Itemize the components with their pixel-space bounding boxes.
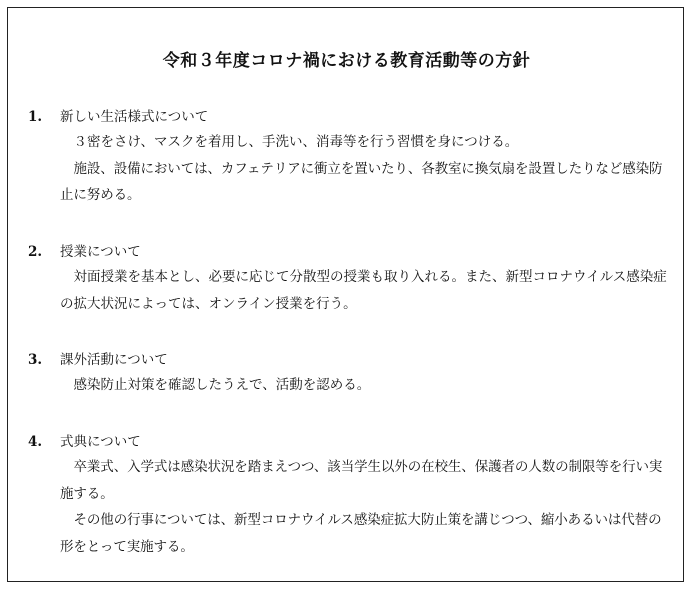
section-ceremonies	[28, 430, 668, 560]
section-paragraph: 対面授業を基本とし、必要に応じて分散型の授業も取り入れる。また、新型コロナウイルス感染症の拡大状況によっては、オンライン授業を行う。	[60, 269, 667, 312]
section-number: 4.	[28, 434, 43, 450]
section-heading	[28, 240, 668, 264]
section-number: 1.	[28, 109, 43, 125]
section-extracurricular	[28, 348, 668, 399]
section-paragraph: 感染防止対策を確認したうえで、活動を認める。	[73, 377, 371, 393]
section-paragraph: ３密をさけ、マスクを着用し、手洗い、消毒等を行う習慣を身につける。	[73, 134, 519, 150]
section-heading	[28, 105, 668, 129]
section-title: 新しい生活様式について	[60, 109, 209, 125]
section-classes	[28, 240, 668, 317]
page-title: 令和３年度コロナ禍における教育活動等の方針	[162, 51, 531, 71]
section-heading	[28, 430, 668, 454]
section-number: 3.	[28, 352, 43, 368]
section-title: 式典について	[60, 434, 141, 450]
document-frame	[7, 7, 684, 582]
section-paragraph: 施設、設備においては、カフェテリアに衝立を置いたり、各教室に換気扇を設置したりなど感染防止に努める。	[60, 160, 663, 203]
section-title: 課外活動について	[60, 352, 168, 368]
section-number: 2.	[28, 244, 43, 260]
section-heading	[28, 348, 668, 372]
section-paragraph: 卒業式、入学式は感染状況を踏まえつつ、該当学生以外の在校生、保護者の人数の制限等を行い実施する。	[60, 459, 663, 502]
section-paragraph: その他の行事については、新型コロナウイルス感染症拡大防止策を講じつつ、縮小あるいは代替の形をとって実施する。	[60, 512, 662, 555]
section-new-lifestyle	[28, 105, 668, 209]
section-title: 授業について	[60, 244, 141, 260]
